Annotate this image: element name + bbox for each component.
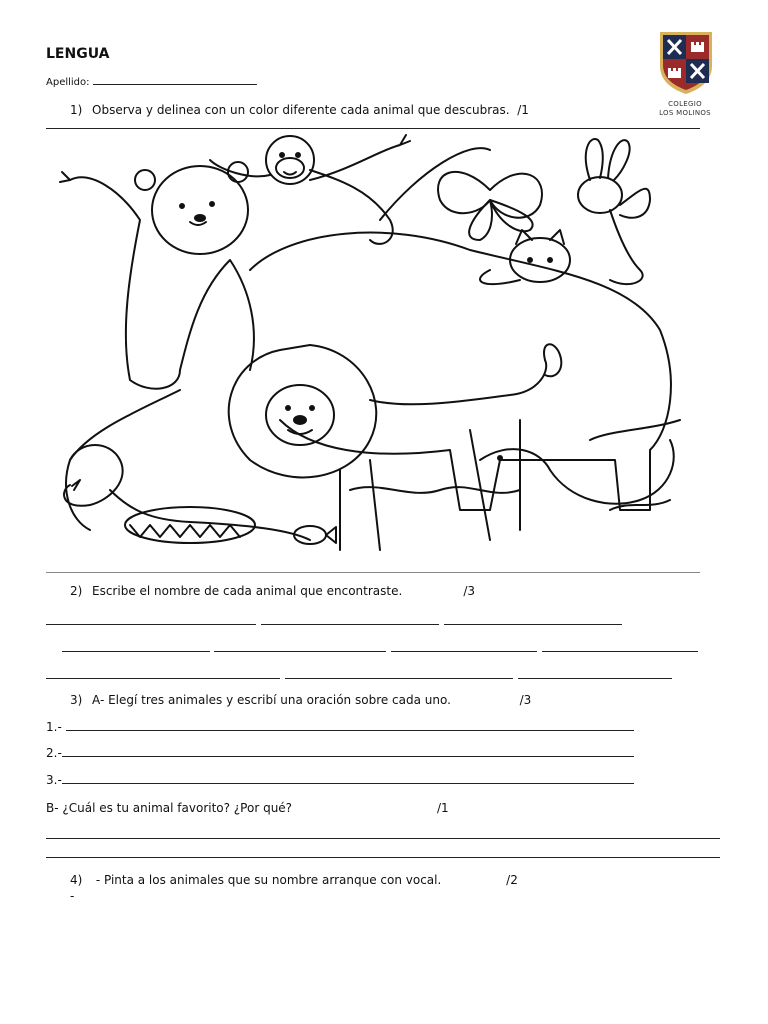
- answer-line[interactable]: [518, 678, 672, 679]
- answer-line[interactable]: [214, 651, 386, 652]
- divider: [46, 128, 700, 129]
- monkey-shape: [210, 135, 490, 244]
- bear-shape: [60, 162, 254, 389]
- answer-line[interactable]: [542, 651, 698, 652]
- question-1: 1) Observa y delinea con un color diferente cada animal que descubras. /1: [70, 103, 529, 117]
- answer-line[interactable]: [444, 624, 622, 625]
- answer-line[interactable]: [261, 624, 439, 625]
- answer-line[interactable]: [391, 651, 537, 652]
- surname-blank[interactable]: [93, 76, 257, 85]
- bullet-dash: -: [70, 889, 75, 903]
- answer-line[interactable]: [46, 624, 256, 625]
- question-b: B- ¿Cuál es tu animal favorito? ¿Por qué? /1: [46, 801, 449, 815]
- sentence-blank[interactable]: [66, 720, 634, 731]
- butterfly-shape: [438, 172, 542, 240]
- answer-line[interactable]: [46, 857, 720, 858]
- question-4: 4) - Pinta a los animales que su nombre arranque con vocal. /2: [70, 873, 518, 887]
- divider: [46, 572, 700, 573]
- rabbit-shape: [578, 139, 650, 284]
- sentence-line-1[interactable]: 1.-: [46, 720, 634, 734]
- fish-shape: [294, 526, 336, 544]
- surname-label: Apellido:: [46, 77, 90, 88]
- surname-field[interactable]: [46, 76, 257, 88]
- cat-shape: [480, 230, 570, 284]
- answer-line[interactable]: [62, 651, 210, 652]
- question-2: 2) Escribe el nombre de cada animal que encontraste. /3: [70, 584, 476, 598]
- answer-line[interactable]: [285, 678, 513, 679]
- snake-shape: [64, 445, 310, 540]
- elephant-shape: [250, 233, 671, 510]
- sentence-blank[interactable]: [62, 746, 634, 757]
- sentence-line-3[interactable]: 3.-: [46, 773, 634, 787]
- animals-illustration: [50, 130, 690, 566]
- subject-title: LENGUA: [46, 46, 110, 62]
- answer-line[interactable]: [46, 838, 720, 839]
- school-name: COLEGIO LOS MOLINOS: [659, 100, 711, 117]
- school-crest-icon: [656, 30, 716, 96]
- question-3: 3) A- Elegí tres animales y escribí una oración sobre cada uno. /3: [70, 693, 532, 707]
- sentence-blank[interactable]: [62, 773, 634, 784]
- answer-line[interactable]: [46, 678, 280, 679]
- lion-shape: [229, 344, 562, 550]
- sentence-line-2[interactable]: 2.-: [46, 746, 634, 760]
